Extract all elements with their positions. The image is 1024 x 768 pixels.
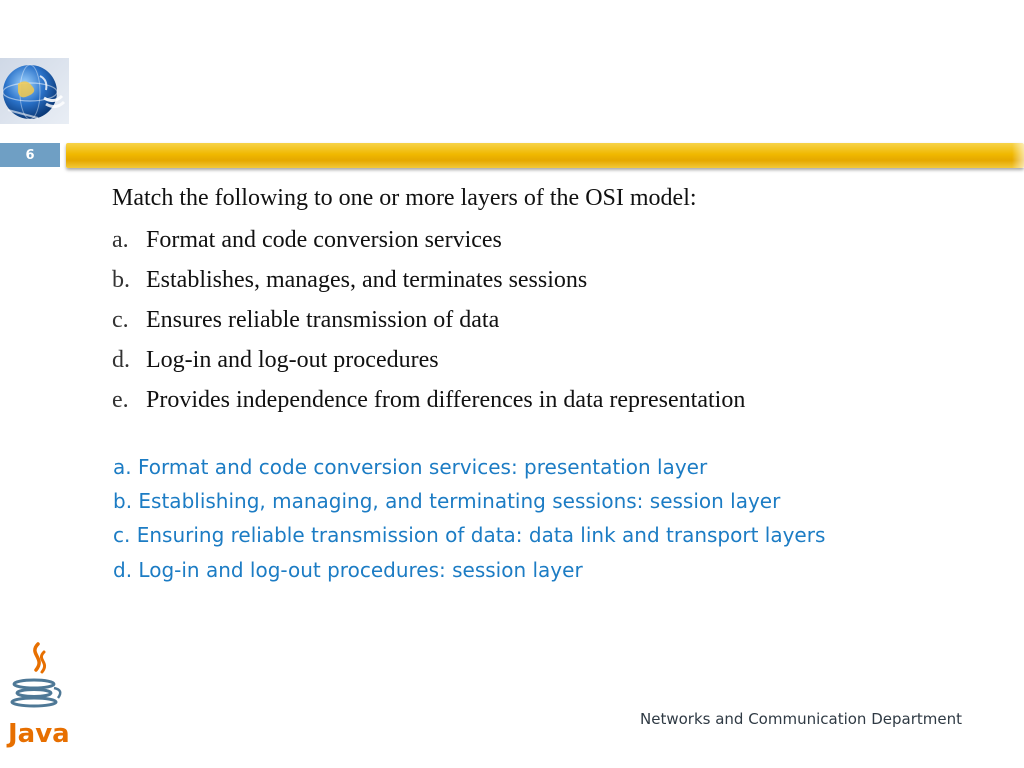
question-item-e: [112, 380, 902, 420]
question-text: Ensures reliable transmission of data: [146, 307, 500, 333]
question-item-a: [112, 220, 902, 260]
answer-b: b. Establishing, managing, and terminating sessions: session layer: [113, 489, 781, 514]
svg-text:Java: Java: [8, 719, 68, 749]
globe-logo-icon: [0, 58, 69, 124]
answer-a: a. Format and code conversion services: presentation layer: [113, 455, 708, 479]
answer-d: d. Log-in and log-out procedures: session layer: [113, 557, 583, 582]
footer-department: Networks and Communication Department: [640, 710, 962, 728]
question-letter: a.: [112, 227, 129, 253]
question-text: Format and code conversion services: [146, 227, 502, 253]
question-letter: b.: [112, 267, 130, 293]
question-item-c: [112, 300, 902, 340]
question-letter: d.: [112, 347, 130, 373]
question-text: Establishes, manages, and terminates sessions: [146, 267, 588, 293]
question-block: [112, 180, 902, 420]
question-heading: Match the following to one or more layers of the OSI model:: [112, 185, 697, 211]
answer-block: [113, 450, 853, 587]
question-item-b: [112, 260, 902, 300]
question-text: Provides independence from differences in data representation: [146, 387, 746, 413]
question-item-d: [112, 340, 902, 380]
question-letter: c.: [112, 307, 129, 333]
question-text: Log-in and log-out procedures: [146, 347, 439, 373]
question-letter: e.: [112, 387, 129, 413]
java-logo-icon: [4, 640, 68, 750]
slide-number: 6: [0, 143, 60, 167]
answer-c: c. Ensuring reliable transmission of data: data link and transport layers: [113, 523, 826, 548]
title-bar: [66, 143, 1024, 168]
